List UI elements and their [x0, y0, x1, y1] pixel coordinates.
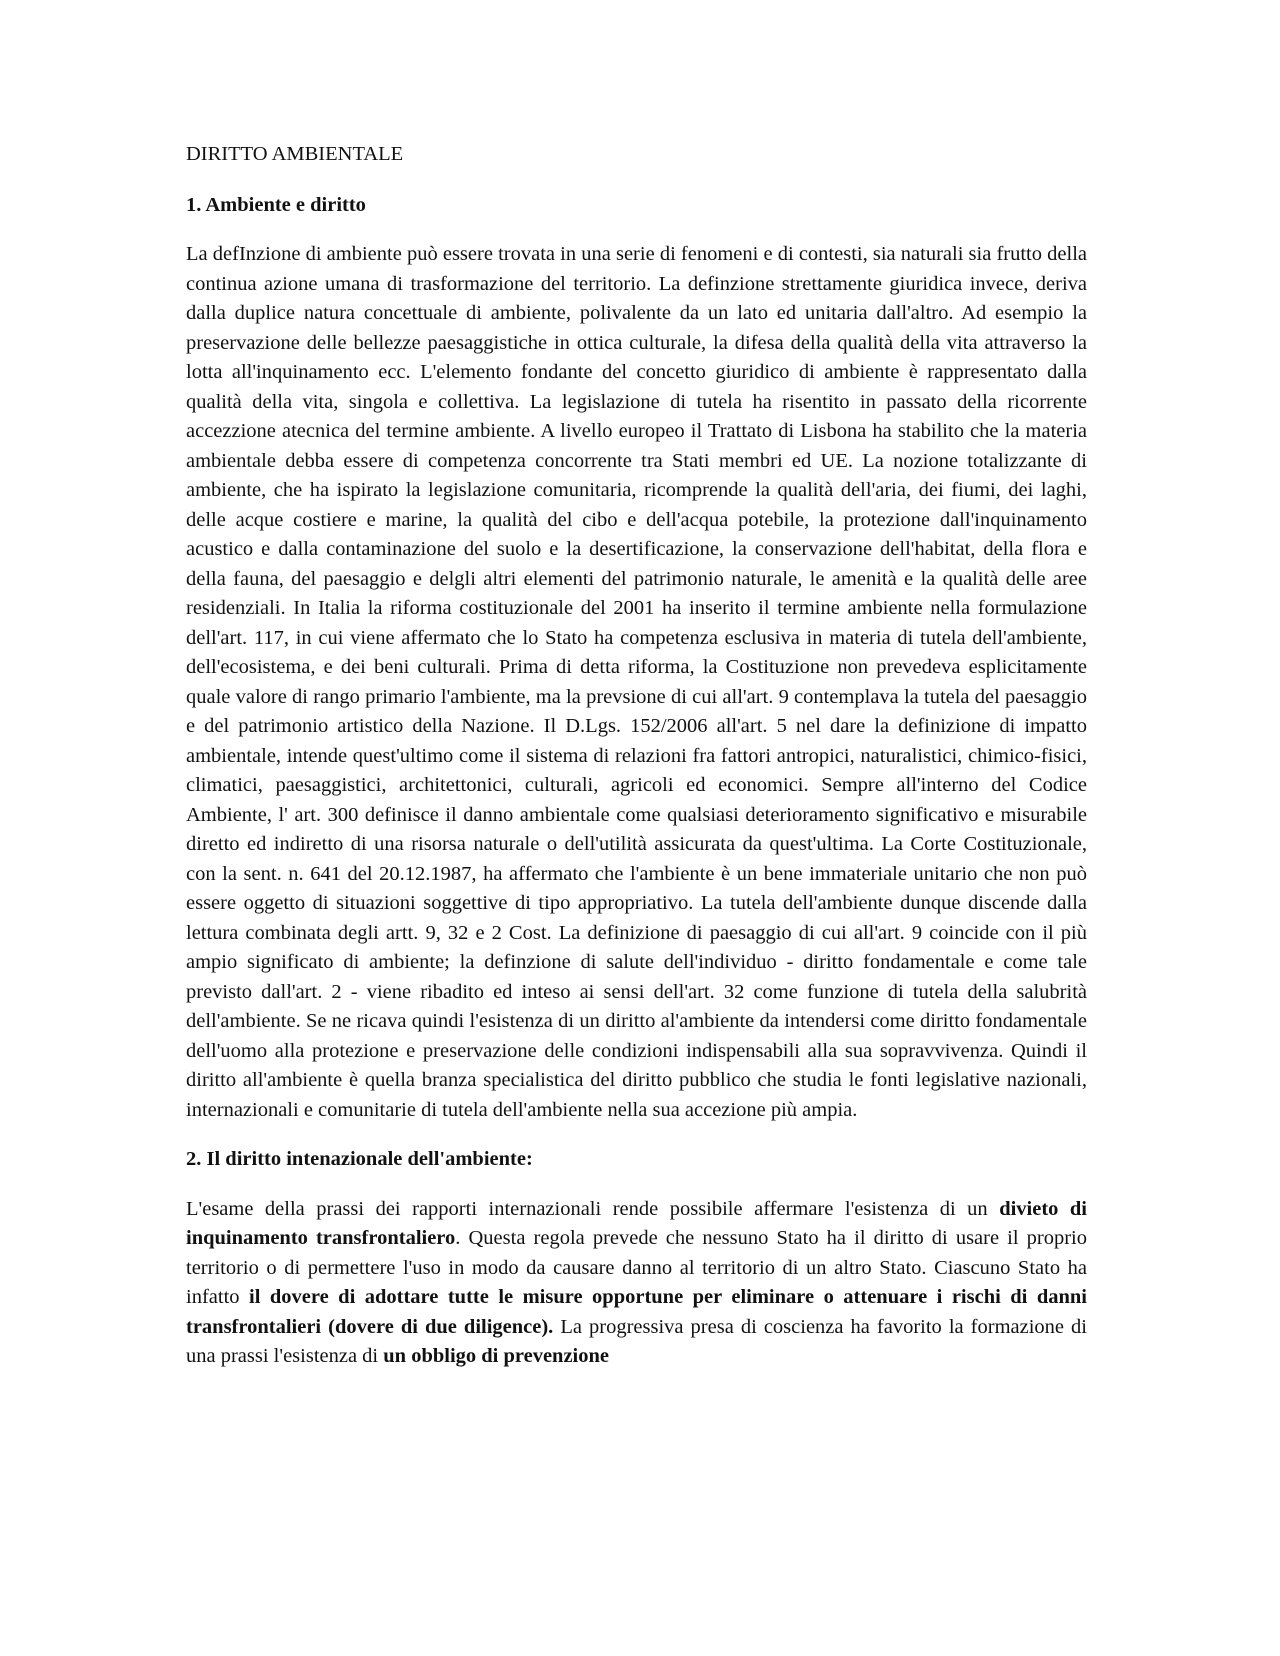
- section-1-heading: 1. Ambiente e diritto: [186, 193, 366, 216]
- section-2-paragraph: [186, 1195, 1087, 1372]
- section-2-text-1: L'esame della prassi dei rapporti internazionali rende possibile affermare l'esistenza di un: [186, 1197, 1000, 1220]
- section-2-heading: 2. Il diritto intenazionale dell'ambiente:: [186, 1148, 533, 1170]
- section-2-bold-2: il dovere di adottare tutte le misure opportune per eliminare o attenuare i rischi di danni transfrontalieri (dovere di due diligence).: [186, 1286, 1088, 1338]
- document-page: [186, 140, 1087, 1392]
- document-title: DIRITTO AMBIENTALE: [186, 143, 404, 165]
- section-2-text-3: La progressiva presa di coscienza ha favorito la formazione di una prassi l'esistenza di: [186, 1315, 1087, 1367]
- section-2-bold-3: un obbligo di prevenzione: [383, 1345, 610, 1367]
- section-1-paragraph: La defInzione di ambiente può essere trovata in una serie di fenomeni e di contesti, sia naturali sia frutto della continua azione umana di trasformazione del territorio. La definzione strettamente giuridica invece, deriva dalla duplice natura concettuale di ambiente, polivalente da un lato ed unitaria dall'altro. Ad esempio la preservazione delle bellezze paesaggistiche in ottica culturale, la difesa della qualità della vita attraverso la lotta all'inquinamento ecc. L'elemento fondante del concetto giuridico di ambiente è rappresentato dalla qualità della vita, singola e collettiva. La legislazione di tutela ha risentito in passato della ricorrente accezzione atecnica del termine ambiente. A livello europeo il Trattato di Lisbona ha stabilito che la materia ambientale debba essere di competenza concorrente tra Stati membri ed UE. La nozione totalizzante di ambiente, che ha ispirato la legislazione comunitaria, ricomprende la qualità dell'aria, dei fiumi, dei laghi, delle acque costiere e marine, la qualità del cibo e dell'acqua potebile, la protezione dall'inquinamento acustico e dalla contaminazione del suolo e la desertificazione, la conservazione dell'habitat, della flora e della fauna, del paesaggio e delgli altri elementi del patrimonio naturale, le amenità e la qualità delle aree residenziali. In Italia la riforma costituzionale del 2001 ha inserito il termine ambiente nella formulazione dell'art. 117, in cui viene affermato che lo Stato ha competenza esclusiva in materia di tutela dell'ambiente, dell'ecosistema, e dei beni culturali. Prima di detta riforma, la Costituzione non prevedeva esplicitamente quale valore di rango primario l'ambiente, ma la prevsione di cui all'art. 9 contemplava la tutela del paesaggio e del patrimonio artistico della Nazione. Il D.Lgs. 152/2006 all'art. 5 nel dare la definizione di impatto ambientale, intende quest'ultimo come il sistema di relazioni fra fattori antropici, naturalistici, chimico-fisici, climatici, paesaggistici, architettonici, culturali, agricoli ed economici. Sempre all'interno del Codice Ambiente, l' art. 300 definisce il danno ambientale come qualsiasi deterioramento significativo e misurabile diretto ed indiretto di una risorsa naturale o dell'utilità assicurata da quest'ultima. La Corte Costituzionale, con la sent. n. 641 del 20.12.1987, ha affermato che l'ambiente è un bene immateriale unitario che non può essere oggetto di situazioni soggettive di tipo appropriativo. La tutela dell'ambiente dunque discende dalla lettura combinata degli artt. 9, 32 e 2 Cost. La definizione di paesaggio di cui all'art. 9 coincide con il più ampio significato di ambiente; la definzione di salute dell'individuo - diritto fondamentale e come tale previsto dall'art. 2 - viene ribadito ed inteso ai sensi dell'art. 32 come funzione di tutela della salubrità dell'ambiente. Se ne ricava quindi l'esistenza di un diritto al'ambiente da intendersi come diritto fondamentale dell'uomo alla protezione e preservazione delle condizioni indispensabili alla sua sopravvivenza. Quindi il diritto all'ambiente è quella branza specialistica del diritto pubblico che studia le fonti legislative nazionali, internazionali e comunitarie di tutela dell'ambiente nella sua accezione più ampia.: [186, 243, 1087, 1121]
- section-2-text-2: . Questa regola prevede che nessuno Stato ha il diritto di usare il proprio territorio o di permettere l'uso in modo da causare danno al territorio di un altro Stato. Ciascuno Stato ha infatto: [186, 1227, 1087, 1308]
- section-2-bold-1: divieto di inquinamento transfrontaliero: [186, 1197, 1087, 1249]
